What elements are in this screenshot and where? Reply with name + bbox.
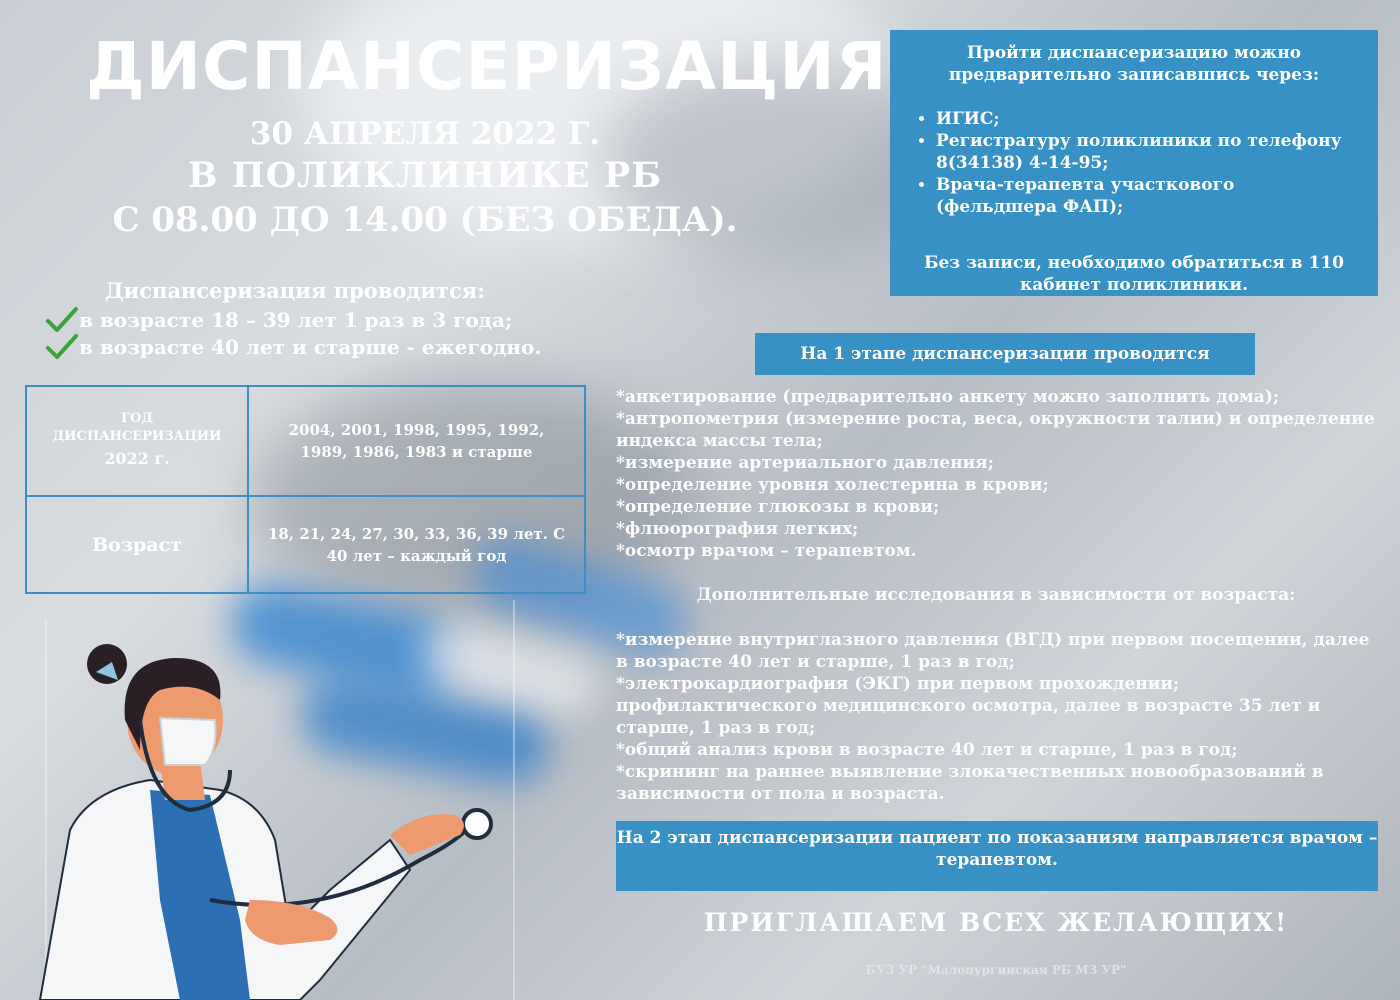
signup-list [936,108,1356,218]
additional-list [616,629,1386,805]
check-icon [45,306,79,334]
event-place: В ПОЛИКЛИНИКЕ РБ [187,155,663,196]
organization-name: БУЗ УР "Малопургинская РБ МЗ УР" [865,963,1127,977]
signup-item: • Регистратуру поликлиники по телефону 8(34138) 4-14-95; [936,130,1356,174]
signup-note: Без записи, необходимо обратиться в 110 кабинет поликлиники. [923,253,1345,295]
conducted-item [45,333,605,360]
event-details [60,114,790,242]
list-item: *определение глюкозы в крови; [616,497,940,517]
table-cell-year-label [27,387,247,495]
page-title: ДИСПАНСЕРИЗАЦИЯ [86,28,888,105]
additional-heading: Дополнительные исследования в зависимости от возраста: [696,585,1296,605]
table-cell-age-label: Возраст [92,533,182,556]
conducted-item-text: в возрасте 18 – 39 лет 1 раз в 3 года; [79,307,513,332]
doctor-illustration [0,600,520,1000]
signup-item: • Врача-терапевта участкового (фельдшера ФАП); [936,174,1356,218]
table-year-label-line: ДИСПАНСЕРИЗАЦИИ [52,429,222,444]
table-year-label-line: 2022 г. [104,449,170,468]
list-item: *антропометрия (измерение роста, веса, окружности талии) и определение индекса массы тела; [616,409,1375,451]
list-item: *измерение внутриглазного давления (ВГД) при первом посещении, далее в возрасте 40 лет и старше, 1 раз в год; [616,630,1370,672]
table-year-label-line: ГОД [121,411,153,426]
list-item: *осмотр врачом – терапевтом. [616,541,917,561]
signup-box [890,30,1378,296]
signup-item: • ИГИС; [936,108,1356,130]
conducted-item [45,306,605,333]
signup-intro: Пройти диспансеризацию можно предварительно записавшись через: [948,43,1320,85]
stage1-heading-box [755,333,1255,375]
list-item: *общий анализ крови в возрасте 40 лет и старше, 1 раз в год; [616,740,1238,760]
check-icon [45,333,79,361]
table-cell-birth-years: 2004, 2001, 1998, 1995, 1992, 1989, 1986, 1983 и старше [288,421,545,461]
conducted-item-text: в возрасте 40 лет и старше - ежегодно. [79,334,542,359]
list-item: *определение уровня холестерина в крови; [616,475,1049,495]
list-item: *анкетирование (предварительно анкету можно заполнить дома); [616,387,1280,407]
invitation-text: ПРИГЛАШАЕМ ВСЕХ ЖЕЛАЮЩИХ! [703,908,1289,937]
list-item: *электрокардиография (ЭКГ) при первом прохождении; профилактического медицинского осмотра, далее в возрасте 35 лет и старше, 1 раз в год; [616,674,1321,738]
list-item: *флюорография легких; [616,519,859,539]
stage1-list [616,386,1386,562]
stage2-box [616,821,1378,891]
table-cell-ages: 18, 21, 24, 27, 30, 33, 36, 39 лет. С 40 лет – каждый год [267,524,566,565]
list-item: *скрининг на раннее выявление злокачественных новообразований в зависимости от пола и возраста. [616,762,1324,804]
conducted-heading: Диспансеризация проводится: [104,278,485,303]
schedule-table [25,385,586,594]
event-date: 30 АПРЕЛЯ 2022 Г. [249,116,601,152]
stage1-heading: На 1 этапе диспансеризации проводится [800,344,1210,364]
list-item: *измерение артериального давления; [616,453,995,473]
conducted-section [45,278,605,360]
stage2-text: На 2 этап диспансеризации пациент по показаниям направляется врачом – терапевтом. [616,828,1378,870]
event-hours: С 08.00 ДО 14.00 (БЕЗ ОБЕДА). [112,200,738,240]
